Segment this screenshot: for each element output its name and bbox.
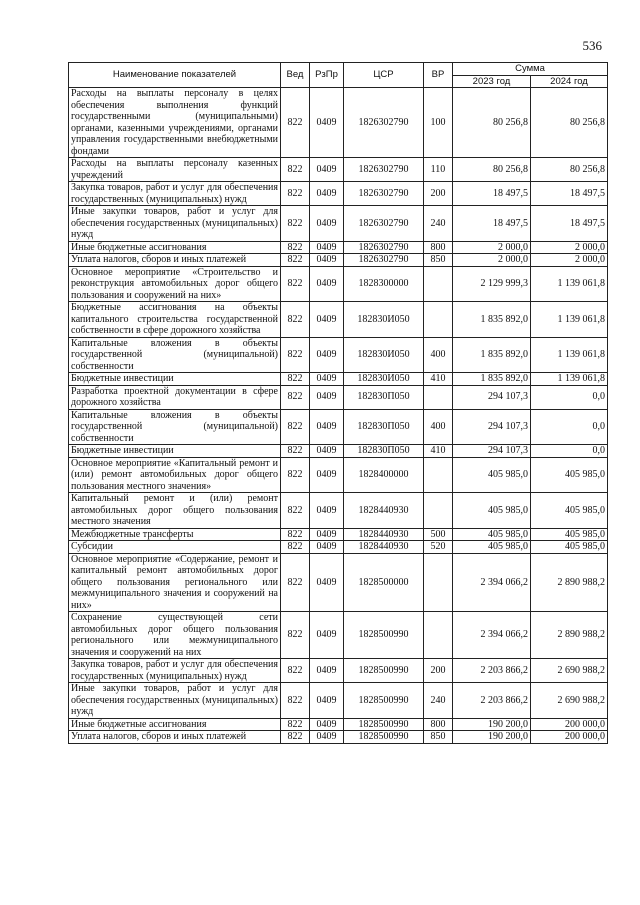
row-sum-2023: 1 835 892,0: [453, 302, 531, 338]
row-rzpr: 0409: [310, 409, 344, 445]
row-csr: 182830И050: [344, 302, 424, 338]
row-vr: [424, 612, 453, 659]
row-sum-2023: 80 256,8: [453, 158, 531, 182]
row-csr: 1826302790: [344, 241, 424, 254]
row-rzpr: 0409: [310, 493, 344, 529]
row-name: Иные закупки товаров, работ и услуг для обеспечения государственных (муниципальных) нужд: [69, 206, 281, 242]
row-csr: 1826302790: [344, 88, 424, 158]
row-vr: 410: [424, 445, 453, 458]
row-name: Разработка проектной документации в сфере дорожного хозяйства: [69, 385, 281, 409]
header-rzpr: РзПр: [310, 63, 344, 88]
row-ved: 822: [281, 528, 310, 541]
table-row: [69, 553, 608, 612]
row-vr: [424, 457, 453, 493]
table-row: [69, 731, 608, 744]
table-row: [69, 206, 608, 242]
row-csr: 182830П050: [344, 445, 424, 458]
row-csr: 1828500000: [344, 553, 424, 612]
row-name: Капитальные вложения в объекты государственной (муниципальной) собственности: [69, 337, 281, 373]
row-csr: 1828500990: [344, 731, 424, 744]
row-rzpr: 0409: [310, 683, 344, 719]
row-ved: 822: [281, 612, 310, 659]
row-sum-2023: 405 985,0: [453, 493, 531, 529]
table-row: [69, 528, 608, 541]
row-sum-2024: 2 000,0: [531, 241, 608, 254]
row-vr: 410: [424, 373, 453, 386]
row-ved: 822: [281, 457, 310, 493]
row-csr: 1828500990: [344, 659, 424, 683]
row-sum-2024: 200 000,0: [531, 718, 608, 731]
row-sum-2024: 1 139 061,8: [531, 266, 608, 302]
row-vr: 110: [424, 158, 453, 182]
row-vr: [424, 266, 453, 302]
row-csr: 1828440930: [344, 493, 424, 529]
row-ved: 822: [281, 206, 310, 242]
table-row: [69, 266, 608, 302]
row-ved: 822: [281, 254, 310, 267]
row-ved: 822: [281, 553, 310, 612]
row-vr: 850: [424, 254, 453, 267]
row-sum-2023: 80 256,8: [453, 88, 531, 158]
row-vr: 400: [424, 409, 453, 445]
row-name: Уплата налогов, сборов и иных платежей: [69, 731, 281, 744]
table-row: [69, 241, 608, 254]
row-ved: 822: [281, 541, 310, 554]
row-ved: 822: [281, 241, 310, 254]
row-ved: 822: [281, 302, 310, 338]
row-rzpr: 0409: [310, 385, 344, 409]
row-csr: 1828400000: [344, 457, 424, 493]
row-rzpr: 0409: [310, 254, 344, 267]
row-csr: 1826302790: [344, 254, 424, 267]
table-row: [69, 385, 608, 409]
row-rzpr: 0409: [310, 302, 344, 338]
row-name: Закупка товаров, работ и услуг для обеспечения государственных (муниципальных) нужд: [69, 182, 281, 206]
row-sum-2024: 18 497,5: [531, 182, 608, 206]
row-name: Капитальные вложения в объекты государственной (муниципальной) собственности: [69, 409, 281, 445]
row-name: Иные бюджетные ассигнования: [69, 718, 281, 731]
row-name: Бюджетные инвестиции: [69, 445, 281, 458]
row-name: Закупка товаров, работ и услуг для обеспечения государственных (муниципальных) нужд: [69, 659, 281, 683]
table-row: [69, 88, 608, 158]
row-sum-2024: 405 985,0: [531, 541, 608, 554]
row-ved: 822: [281, 182, 310, 206]
table-row: [69, 612, 608, 659]
row-csr: 1828300000: [344, 266, 424, 302]
row-sum-2024: 1 139 061,8: [531, 302, 608, 338]
row-name: Межбюджетные трансферты: [69, 528, 281, 541]
row-name: Расходы на выплаты персоналу в целях обеспечения выполнения функций государственными (муниципальными) органами, казенными учреждениями, органами управления государственными внебюджетными фондами: [69, 88, 281, 158]
row-rzpr: 0409: [310, 88, 344, 158]
table-row: [69, 659, 608, 683]
row-csr: 182830И050: [344, 337, 424, 373]
table-row: [69, 254, 608, 267]
row-rzpr: 0409: [310, 659, 344, 683]
table-row: [69, 409, 608, 445]
header-vr: ВР: [424, 63, 453, 88]
row-sum-2024: 0,0: [531, 385, 608, 409]
row-sum-2023: 405 985,0: [453, 528, 531, 541]
row-sum-2024: 2 690 988,2: [531, 683, 608, 719]
row-rzpr: 0409: [310, 541, 344, 554]
table-row: [69, 337, 608, 373]
row-csr: 1826302790: [344, 206, 424, 242]
row-vr: [424, 493, 453, 529]
table-row: [69, 182, 608, 206]
row-vr: [424, 385, 453, 409]
table-row: [69, 457, 608, 493]
row-sum-2023: 190 200,0: [453, 731, 531, 744]
row-ved: 822: [281, 659, 310, 683]
row-vr: 800: [424, 241, 453, 254]
page-number: 536: [582, 38, 602, 53]
row-sum-2024: 18 497,5: [531, 206, 608, 242]
header-sum: Сумма: [453, 63, 608, 76]
row-csr: 1828500990: [344, 718, 424, 731]
row-vr: 240: [424, 206, 453, 242]
row-sum-2023: 294 107,3: [453, 445, 531, 458]
row-sum-2023: 405 985,0: [453, 457, 531, 493]
row-name: Иные бюджетные ассигнования: [69, 241, 281, 254]
row-name: Уплата налогов, сборов и иных платежей: [69, 254, 281, 267]
row-ved: 822: [281, 409, 310, 445]
row-ved: 822: [281, 445, 310, 458]
row-sum-2023: 294 107,3: [453, 409, 531, 445]
row-csr: 1826302790: [344, 182, 424, 206]
row-sum-2024: 80 256,8: [531, 158, 608, 182]
row-csr: 182830И050: [344, 373, 424, 386]
row-vr: 800: [424, 718, 453, 731]
row-rzpr: 0409: [310, 266, 344, 302]
row-rzpr: 0409: [310, 612, 344, 659]
row-vr: 200: [424, 659, 453, 683]
row-rzpr: 0409: [310, 528, 344, 541]
row-vr: 520: [424, 541, 453, 554]
row-ved: 822: [281, 337, 310, 373]
row-rzpr: 0409: [310, 731, 344, 744]
row-name: Сохранение существующей сети автомобильных дорог общего пользования регионального или межмуниципального значения и сооружений на них: [69, 612, 281, 659]
table-row: [69, 445, 608, 458]
header-row: [69, 63, 608, 76]
row-ved: 822: [281, 493, 310, 529]
row-rzpr: 0409: [310, 337, 344, 373]
header-2024: 2024 год: [531, 75, 608, 88]
row-rzpr: 0409: [310, 457, 344, 493]
row-sum-2024: 2 000,0: [531, 254, 608, 267]
row-vr: 200: [424, 182, 453, 206]
row-sum-2023: 2 000,0: [453, 241, 531, 254]
table-row: [69, 302, 608, 338]
row-sum-2023: 294 107,3: [453, 385, 531, 409]
row-sum-2024: 0,0: [531, 409, 608, 445]
budget-table: [68, 62, 608, 744]
table-body: [69, 88, 608, 744]
row-rzpr: 0409: [310, 718, 344, 731]
row-sum-2023: 1 835 892,0: [453, 337, 531, 373]
row-name: Бюджетные ассигнования на объекты капитального строительства государственной собственности в сфере дорожного хозяйства: [69, 302, 281, 338]
row-ved: 822: [281, 385, 310, 409]
row-sum-2023: 2 203 866,2: [453, 659, 531, 683]
row-rzpr: 0409: [310, 158, 344, 182]
row-name: Основное мероприятие «Содержание, ремонт и капитальный ремонт автомобильных дорог общего пользования регионального или межмуниципального значения и сооружений на них»: [69, 553, 281, 612]
table-row: [69, 373, 608, 386]
row-vr: 400: [424, 337, 453, 373]
row-vr: 500: [424, 528, 453, 541]
row-name: Основное мероприятие «Капитальный ремонт и (или) ремонт автомобильных дорог общего пользования местного значения»: [69, 457, 281, 493]
row-csr: 182830П050: [344, 409, 424, 445]
row-sum-2024: 200 000,0: [531, 731, 608, 744]
row-sum-2023: 18 497,5: [453, 206, 531, 242]
row-sum-2023: 1 835 892,0: [453, 373, 531, 386]
row-vr: 850: [424, 731, 453, 744]
row-ved: 822: [281, 731, 310, 744]
row-rzpr: 0409: [310, 553, 344, 612]
row-sum-2024: 405 985,0: [531, 528, 608, 541]
row-name: Основное мероприятие «Строительство и реконструкция автомобильных дорог общего пользования и сооружений на них»: [69, 266, 281, 302]
row-sum-2023: 2 394 066,2: [453, 612, 531, 659]
row-ved: 822: [281, 158, 310, 182]
row-sum-2024: 80 256,8: [531, 88, 608, 158]
row-name: Бюджетные инвестиции: [69, 373, 281, 386]
table-row: [69, 541, 608, 554]
row-sum-2024: 405 985,0: [531, 457, 608, 493]
row-sum-2023: 2 394 066,2: [453, 553, 531, 612]
row-rzpr: 0409: [310, 373, 344, 386]
row-sum-2023: 18 497,5: [453, 182, 531, 206]
row-name: Капитальный ремонт и (или) ремонт автомобильных дорог общего пользования местного значения: [69, 493, 281, 529]
row-csr: 182830П050: [344, 385, 424, 409]
row-csr: 1828440930: [344, 541, 424, 554]
row-sum-2024: 405 985,0: [531, 493, 608, 529]
row-vr: [424, 302, 453, 338]
row-sum-2024: 1 139 061,8: [531, 337, 608, 373]
row-rzpr: 0409: [310, 445, 344, 458]
row-sum-2024: 0,0: [531, 445, 608, 458]
row-vr: 100: [424, 88, 453, 158]
row-csr: 1828500990: [344, 683, 424, 719]
row-sum-2023: 2 203 866,2: [453, 683, 531, 719]
row-rzpr: 0409: [310, 241, 344, 254]
table-row: [69, 493, 608, 529]
row-name: Иные закупки товаров, работ и услуг для обеспечения государственных (муниципальных) нужд: [69, 683, 281, 719]
table-row: [69, 158, 608, 182]
row-csr: 1826302790: [344, 158, 424, 182]
row-ved: 822: [281, 88, 310, 158]
table-row: [69, 718, 608, 731]
row-sum-2023: 190 200,0: [453, 718, 531, 731]
row-sum-2024: 2 690 988,2: [531, 659, 608, 683]
row-vr: 240: [424, 683, 453, 719]
row-sum-2023: 2 000,0: [453, 254, 531, 267]
row-ved: 822: [281, 718, 310, 731]
header-name: Наименование показателей: [69, 63, 281, 88]
table-row: [69, 683, 608, 719]
header-2023: 2023 год: [453, 75, 531, 88]
header-ved: Вед: [281, 63, 310, 88]
row-rzpr: 0409: [310, 182, 344, 206]
header-csr: ЦСР: [344, 63, 424, 88]
row-ved: 822: [281, 266, 310, 302]
row-ved: 822: [281, 373, 310, 386]
row-csr: 1828500990: [344, 612, 424, 659]
row-sum-2024: 1 139 061,8: [531, 373, 608, 386]
row-ved: 822: [281, 683, 310, 719]
row-sum-2024: 2 890 988,2: [531, 553, 608, 612]
row-rzpr: 0409: [310, 206, 344, 242]
row-sum-2024: 2 890 988,2: [531, 612, 608, 659]
row-name: Субсидии: [69, 541, 281, 554]
row-sum-2023: 2 129 999,3: [453, 266, 531, 302]
row-csr: 1828440930: [344, 528, 424, 541]
row-name: Расходы на выплаты персоналу казенных учреждений: [69, 158, 281, 182]
row-sum-2023: 405 985,0: [453, 541, 531, 554]
row-vr: [424, 553, 453, 612]
